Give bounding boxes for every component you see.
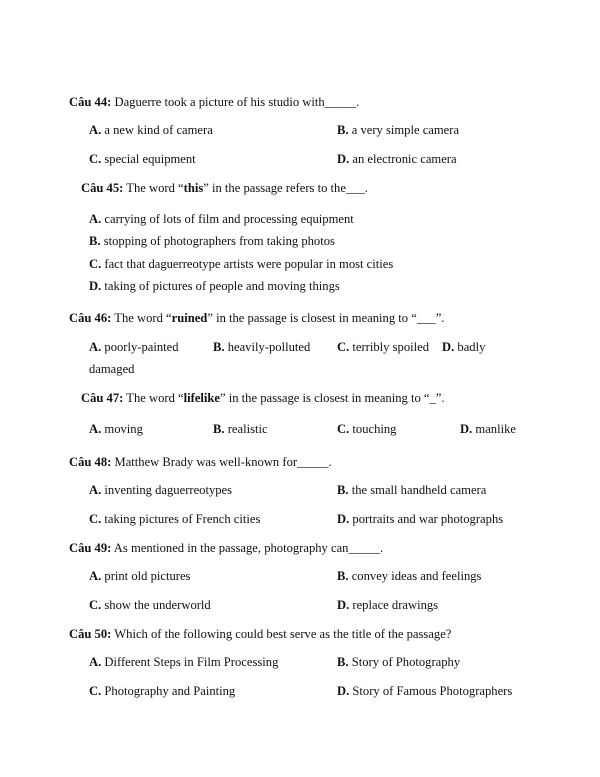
option-text: touching [349,422,397,436]
option-text: badly [454,340,486,354]
option-b [213,339,310,355]
option-d [460,421,516,437]
option-c [337,339,429,355]
question-text: ” in the passage refers to the___. [203,181,368,195]
option-text: the small handheld camera [348,483,487,497]
option-letter: A. [89,123,102,137]
option-text: a new kind of camera [101,123,213,137]
option-text: terribly spoiled [349,340,429,354]
option-letter: B. [213,422,225,436]
option-c [89,683,235,699]
option-text: manlike [472,422,516,436]
option-text: an electronic camera [349,152,457,166]
option-d [337,151,457,167]
option-text: print old pictures [101,569,191,583]
option-letter: B. [337,655,349,669]
option-d [442,339,485,355]
question-text: The word “ [123,181,184,195]
option-letter: A. [89,340,102,354]
question-44-stem [69,94,359,110]
question-49-stem [69,540,383,556]
option-letter: C. [337,422,350,436]
question-number: Câu 46: [69,311,112,325]
question-text: Daguerre took a picture of his studio with_____. [111,95,360,109]
option-text: Different Steps in Film Processing [101,655,279,669]
keyword: ruined [171,311,208,325]
question-number: Câu 44: [69,95,112,109]
option-letter: D. [460,422,473,436]
option-c [89,511,260,527]
question-number: Câu 48: [69,455,112,469]
option-b [337,122,459,138]
option-d [337,597,438,613]
question-number: Câu 50: [69,627,112,641]
option-a [89,122,213,138]
option-a [89,482,232,498]
option-b [337,654,460,670]
option-b [337,568,481,584]
option-d [337,683,512,699]
option-text: show the underworld [101,598,211,612]
option-text: heavily-polluted [224,340,311,354]
option-text: convey ideas and feelings [348,569,482,583]
option-letter: A. [89,483,102,497]
question-text: Which of the following could best serve as the title of the passage? [111,627,452,641]
question-text: Matthew Brady was well-known for_____. [111,455,332,469]
option-letter: C. [89,257,102,271]
keyword: this [183,181,204,195]
option-d [337,511,503,527]
question-number: Câu 45: [81,181,124,195]
option-a [89,211,354,227]
question-45-stem [81,180,368,196]
option-letter: B. [213,340,225,354]
option-text: carrying of lots of film and processing equipment [101,212,354,226]
option-letter: A. [89,422,102,436]
option-text: a very simple camera [348,123,460,137]
option-c [337,421,396,437]
option-text: taking of pictures of people and moving things [101,279,340,293]
option-letter: C. [89,684,102,698]
option-c [89,597,211,613]
option-c [89,256,393,272]
option-text: fact that daguerreotype artists were popular in most cities [101,257,394,271]
option-letter: C. [337,340,350,354]
option-letter: B. [89,234,101,248]
question-48-stem [69,454,332,470]
question-text: The word “ [111,311,172,325]
option-text: stopping of photographers from taking photos [100,234,335,248]
option-letter: C. [89,512,102,526]
option-letter: D. [337,512,350,526]
option-text: moving [101,422,143,436]
option-text: portraits and war photographs [349,512,504,526]
option-letter: D. [337,684,350,698]
option-text: replace drawings [349,598,439,612]
option-letter: B. [337,483,349,497]
option-text: inventing daguerreotypes [101,483,233,497]
option-a [89,654,278,670]
option-a [89,568,190,584]
option-letter: D. [337,152,350,166]
option-a [89,421,143,437]
option-text: special equipment [101,152,196,166]
question-text: ” in the passage is closest in meaning to “___”. [207,311,445,325]
option-letter: D. [89,279,102,293]
option-letter: C. [89,598,102,612]
option-letter: C. [89,152,102,166]
option-text: Story of Photography [348,655,461,669]
question-47-stem [81,390,445,406]
option-text: poorly-painted [101,340,179,354]
question-text: ” in the passage is closest in meaning to “_”. [220,391,445,405]
option-d [89,278,340,294]
option-letter: A. [89,569,102,583]
question-46-stem [69,310,444,326]
option-a [89,339,179,355]
option-c [89,151,196,167]
option-letter: D. [442,340,455,354]
question-number: Câu 47: [81,391,124,405]
option-text: Story of Famous Photographers [349,684,513,698]
option-d-wrap: damaged [89,362,135,376]
option-b [213,421,268,437]
option-letter: A. [89,655,102,669]
question-text: As mentioned in the passage, photography can_____. [111,541,384,555]
option-letter: A. [89,212,102,226]
option-b [89,233,335,249]
question-text: The word “ [123,391,184,405]
option-b [337,482,486,498]
option-text: Photography and Painting [101,684,236,698]
option-text: taking pictures of French cities [101,512,261,526]
question-number: Câu 49: [69,541,112,555]
question-50-stem [69,626,451,642]
option-text: realistic [224,422,268,436]
keyword: lifelike [183,391,220,405]
option-letter: B. [337,123,349,137]
option-letter: D. [337,598,350,612]
option-letter: B. [337,569,349,583]
